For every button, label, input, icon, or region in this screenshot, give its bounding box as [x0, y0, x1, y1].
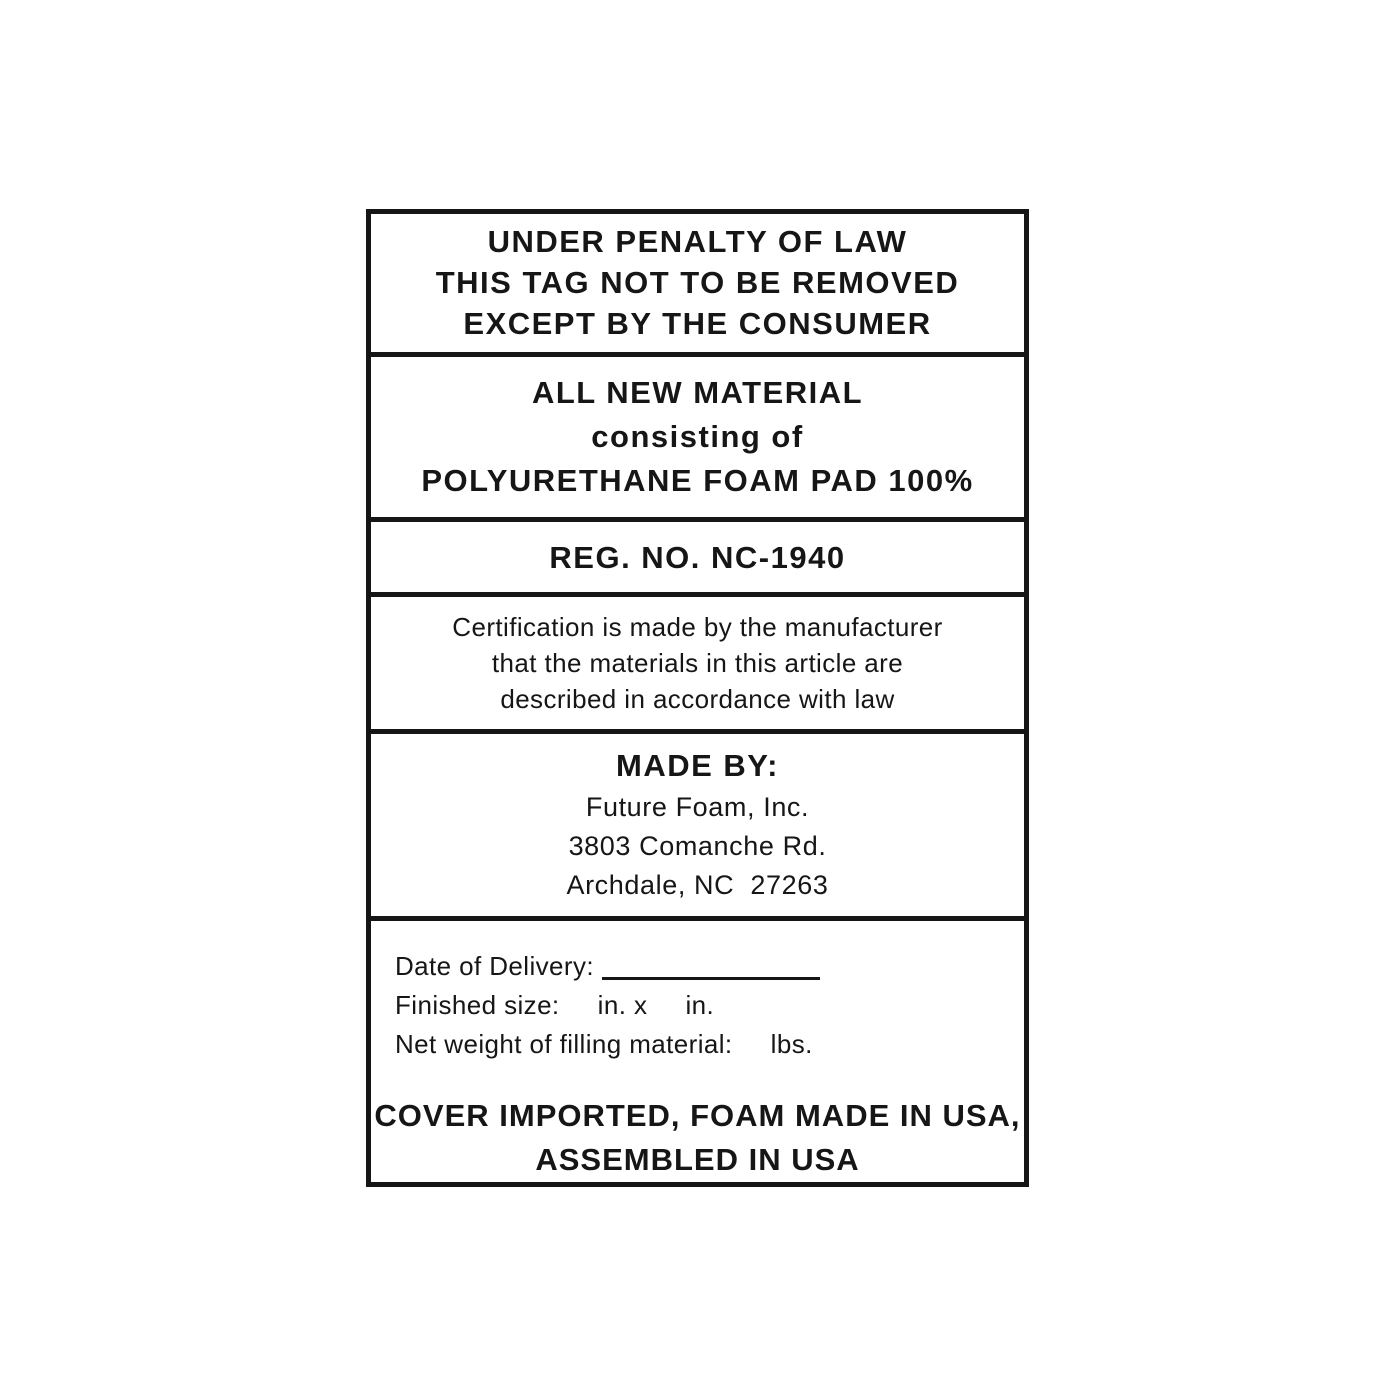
origin-line-2: ASSEMBLED IN USA	[535, 1142, 860, 1177]
registration-number: REG. NO. NC-1940	[549, 539, 846, 575]
contents-line-2: consisting of	[591, 418, 804, 454]
penalty-line-1: UNDER PENALTY OF LAW	[487, 224, 908, 260]
penalty-line-2: THIS TAG NOT TO BE REMOVED	[435, 265, 960, 301]
date-of-delivery-label: Date of Delivery:	[395, 951, 594, 981]
certification-line-3: described in accordance with law	[500, 683, 895, 714]
section-certification	[371, 597, 1024, 734]
certification-line-1: Certification is made by the manufacturer	[452, 611, 943, 642]
contents-line-3: POLYURETHANE FOAM PAD 100%	[421, 462, 974, 498]
manufacturer-city-state-zip: Archdale, NC 27263	[566, 870, 829, 901]
date-of-delivery-line	[395, 947, 1014, 986]
date-of-delivery-blank	[602, 977, 820, 980]
section-made-by	[371, 734, 1024, 921]
section-registration-number	[371, 522, 1024, 597]
penalty-line-3: EXCEPT BY THE CONSUMER	[463, 306, 932, 342]
certification-line-2: that the materials in this article are	[491, 647, 904, 678]
origin-statement	[371, 1094, 1024, 1182]
origin-line-1: COVER IMPORTED, FOAM MADE IN USA,	[374, 1098, 1021, 1133]
law-tag	[366, 209, 1029, 1187]
made-by-heading: MADE BY:	[616, 748, 779, 784]
manufacturer-street: 3803 Comanche Rd.	[568, 831, 827, 862]
contents-line-1: ALL NEW MATERIAL	[531, 374, 864, 410]
delivery-details-block	[371, 921, 1024, 1064]
net-weight-line: Net weight of filling material: lbs.	[395, 1029, 813, 1059]
manufacturer-name: Future Foam, Inc.	[585, 792, 810, 823]
section-delivery-details	[371, 921, 1024, 1182]
section-material-contents	[371, 357, 1024, 523]
finished-size-line: Finished size: in. x in.	[395, 990, 715, 1020]
section-penalty-warning	[371, 214, 1024, 357]
